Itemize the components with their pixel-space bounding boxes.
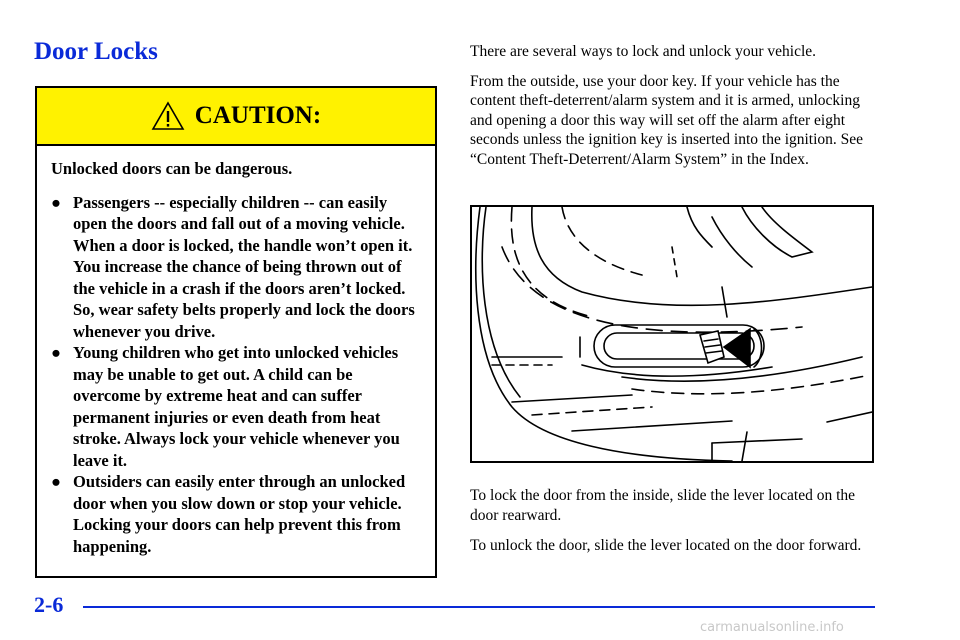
caution-bullet-text: Passengers -- especially children -- can easily open the doors and fall out of a moving vehicle. When a door is locked, the handle won’t open it. You increase the chance of being thrown out of the vehicle in a crash if the doors aren’t locked. So, wear safety belts properly and lock the doors whenever you drive. [73,192,415,341]
paragraph-lock-inside: To lock the door from the inside, slide the lever located on the door rearward. [470,487,856,524]
caution-intro: Unlocked doors can be dangerous. [51,159,293,178]
page-title: Door Locks [34,38,158,65]
bullet-icon: ● [51,472,61,491]
caution-bullet-item [51,342,417,471]
caution-bullet-text: Young children who get into unlocked vehicles may be unable to get out. A child can be overcome by extreme heat and can suffer permanent injuries or even death from heat stroke. Always lock your vehicle whenever you leave it. [73,343,400,470]
bullet-icon: ● [51,192,61,212]
caution-heading: CAUTION: [194,102,322,129]
caution-bullet-item [51,192,417,343]
paragraph-outside-key: From the outside, use your door key. If your vehicle has the content theft‑deterrent/alarm system and it is armed, unlocking and opening a door this way will set off the alarm after eight seconds unless the ignition key is inserted into the ignition. See “Content Theft‑Deterrent/Alarm System” in the Index. [470,72,864,168]
intro-text [470,42,880,179]
caution-bullet-list [51,192,417,558]
caution-box [35,86,437,578]
paragraph-ways-to-lock: There are several ways to lock and unlock your vehicle. [470,43,817,60]
paragraph-unlock: To unlock the door, slide the lever located on the door forward. [470,537,862,554]
warning-triangle-icon [151,101,185,131]
door-lever-drawing [472,207,872,461]
caution-bullet-item [51,471,417,557]
caution-bullet-text: Outsiders can easily enter through an unlocked door when you slow down or stop your vehicle. Locking your doors can help prevent this from happening. [73,472,406,556]
bullet-icon: ● [51,343,61,362]
caution-body [37,146,435,557]
watermark: carmanualsonline.info [700,620,844,635]
page-number: 2-6 [34,592,64,617]
lever-instructions [470,486,880,567]
footer-rule [83,606,875,608]
door-lock-illustration [470,205,874,463]
caution-header [37,88,435,146]
